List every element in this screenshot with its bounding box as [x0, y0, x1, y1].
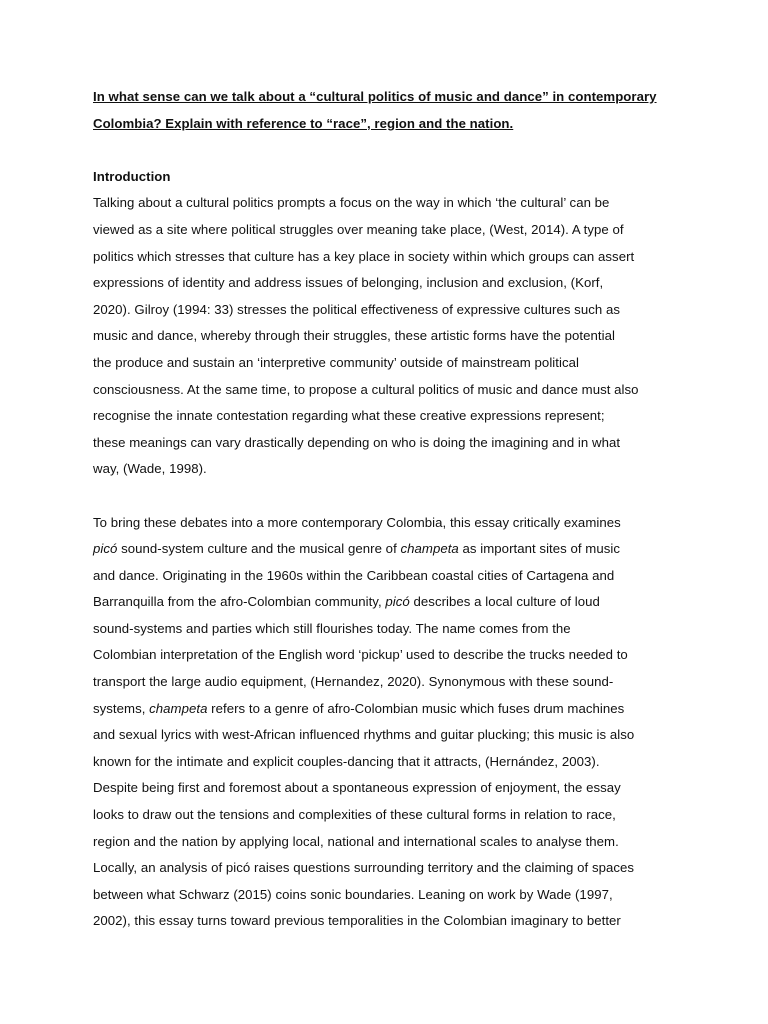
paragraph-line: music and dance, whereby through their struggles, these artistic forms have the potential — [93, 328, 615, 344]
paragraph-line — [93, 536, 683, 563]
essay-title-line-2: Colombia? Explain with reference to “race”, region and the nation. — [93, 115, 514, 131]
paragraph-line: transport the large audio equipment, (Hernandez, 2020). Synonymous with these sound- — [93, 674, 614, 690]
text-run: Barranquilla from the afro-Colombian community, — [93, 594, 386, 610]
paragraph-line: 2020). Gilroy (1994: 33) stresses the political effectiveness of expressive cultures such as — [93, 301, 620, 317]
paragraph-line — [93, 696, 683, 723]
paragraph-line: expressions of identity and address issues of belonging, inclusion and exclusion, (Korf, — [93, 275, 604, 291]
paragraph-line: way, (Wade, 1998). — [93, 461, 207, 477]
text-run: describes a local culture of loud — [409, 594, 600, 610]
paragraph-line: Talking about a cultural politics prompts a focus on the way in which ‘the cultural’ can be — [93, 195, 610, 211]
text-run: sound-system culture and the musical genre of — [117, 541, 401, 557]
paragraph-line: the produce and sustain an ‘interpretive community’ outside of mainstream political — [93, 354, 579, 370]
paragraph-line: viewed as a site where political struggles over meaning take place, (West, 2014). A type of — [93, 221, 624, 237]
paragraph-line: 2002), this essay turns toward previous temporalities in the Colombian imaginary to better — [93, 913, 621, 929]
text-run: as important sites of music — [458, 541, 620, 557]
text-run: systems, — [93, 700, 150, 716]
spacer — [93, 483, 683, 510]
text-run: refers to a genre of afro-Colombian music which fuses drum machines — [207, 700, 625, 716]
paragraph-line: and sexual lyrics with west-African influenced rhythms and guitar plucking; this music is also — [93, 727, 635, 743]
paragraph-line: consciousness. At the same time, to propose a cultural politics of music and dance must also — [93, 381, 639, 397]
paragraph-line: recognise the innate contestation regarding what these creative expressions represent; — [93, 408, 605, 424]
italic-term: picó — [93, 541, 118, 557]
italic-term: picó — [385, 594, 410, 610]
italic-term: champeta — [149, 700, 208, 716]
paragraph-line: Colombian interpretation of the English word ‘pickup’ used to describe the trucks needed to — [93, 647, 628, 663]
italic-term: champeta — [400, 541, 459, 557]
paragraph-line: looks to draw out the tensions and complexities of these cultural forms in relation to race, — [93, 807, 616, 823]
paragraph-line: sound-systems and parties which still flourishes today. The name comes from the — [93, 620, 571, 636]
paragraph-line: between what Schwarz (2015) coins sonic boundaries. Leaning on work by Wade (1997, — [93, 886, 613, 902]
paragraph-line: politics which stresses that culture has a key place in society within which groups can assert — [93, 248, 635, 264]
paragraph-line: Despite being first and foremost about a spontaneous expression of enjoyment, the essay — [93, 780, 621, 796]
paragraph-line: known for the intimate and explicit couples-dancing that it attracts, (Hernández, 2003). — [93, 753, 600, 769]
paragraph-line: Locally, an analysis of picó raises questions surrounding territory and the claiming of spaces — [93, 860, 635, 876]
section-heading: Introduction — [93, 168, 171, 184]
paragraph-line: and dance. Originating in the 1960s within the Caribbean coastal cities of Cartagena and — [93, 567, 615, 583]
paragraph-line: these meanings can vary drastically depending on who is doing the imagining and in what — [93, 434, 621, 450]
paragraph-2 — [93, 510, 683, 936]
paragraph-line: region and the nation by applying local, national and international scales to analyse them. — [93, 833, 619, 849]
essay-title-line-1: In what sense can we talk about a “cultural politics of music and dance” in contemporary — [93, 89, 657, 104]
paragraph-1 — [93, 190, 683, 483]
paragraph-line — [93, 589, 683, 616]
document-page — [93, 84, 683, 935]
paragraph-line: To bring these debates into a more contemporary Colombia, this essay critically examines — [93, 514, 621, 530]
spacer — [93, 137, 683, 164]
